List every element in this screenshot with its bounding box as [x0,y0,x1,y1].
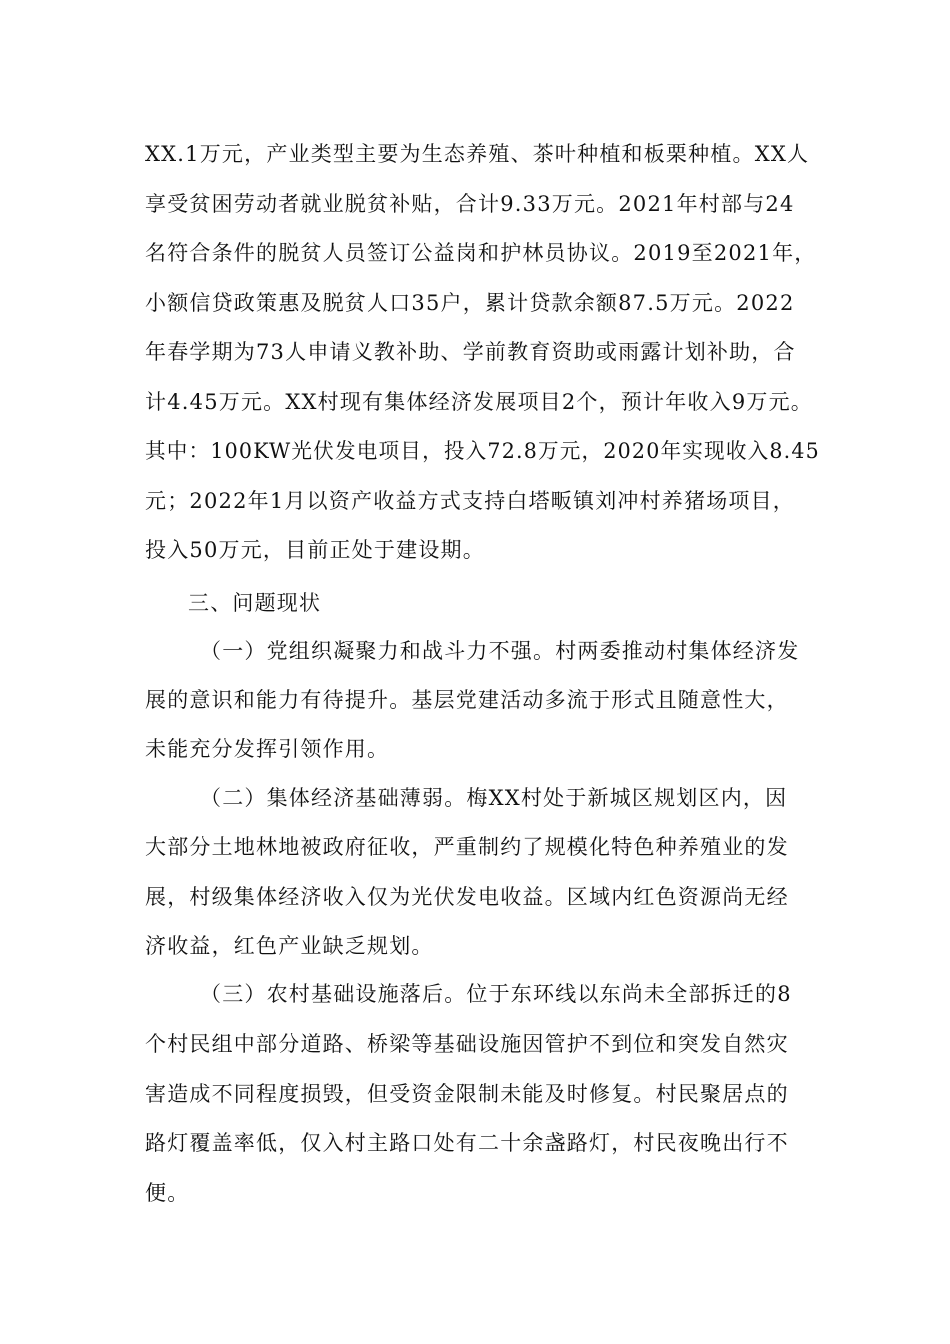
paragraph-1-line-8: 元；2022年1月以资产收益方式支持白塔畈镇刘冲村养猪场项目， [145,489,796,513]
paragraph-1-line-2: 享受贫困劳动者就业脱贫补贴，合计9.33万元。2021年村部与24 [145,192,795,216]
paragraph-4-line-2: 个村民组中部分道路、桥梁等基础设施因管护不到位和突发自然灾 [145,1032,789,1056]
paragraph-1-line-5: 年春学期为73人申请义教补助、学前教育资助或雨露计划补助，合 [145,340,796,364]
section-heading-3: 三、问题现状 [188,591,322,615]
paragraph-1-line-9: 投入50万元，目前正处于建设期。 [145,538,485,562]
paragraph-1-line-4: 小额信贷政策惠及脱贫人口35户，累计贷款余额87.5万元。2022 [145,291,795,315]
paragraph-3-line-2: 大部分土地林地被政府征收，严重制约了规模化特色种养殖业的发 [145,835,789,859]
paragraph-2-line-2: 展的意识和能力有待提升。基层党建活动多流于形式且随意性大， [145,688,789,712]
paragraph-2-line-3: 未能充分发挥引领作用。 [145,737,390,761]
paragraph-3-line-4: 济收益，红色产业缺乏规划。 [145,934,434,958]
paragraph-4-line-5: 便。 [145,1181,190,1205]
paragraph-1-line-3: 名符合条件的脱贫人员签订公益岗和护林员协议。2019至2021年， [145,241,817,265]
paragraph-4-line-1: （三）农村基础设施落后。位于东环线以东尚未全部拆迁的8 [200,982,792,1006]
paragraph-4-line-4: 路灯覆盖率低，仅入村主路口处有二十余盏路灯，村民夜晚出行不 [145,1131,789,1155]
paragraph-3-line-3: 展，村级集体经济收入仅为光伏发电收益。区域内红色资源尚无经 [145,885,789,909]
paragraph-1-line-6: 计4.45万元。XX村现有集体经济发展项目2个，预计年收入9万元。 [145,390,813,414]
paragraph-1-line-7: 其中：100KW光伏发电项目，投入72.8万元，2020年实现收入8.45 [145,439,820,463]
paragraph-3-line-1: （二）集体经济基础薄弱。梅XX村处于新城区规划区内，因 [200,786,788,810]
paragraph-1-line-1: XX.1万元，产业类型主要为生态养殖、茶叶种植和板栗种植。XX人 [145,142,810,166]
paragraph-2-line-1: （一）党组织凝聚力和战斗力不强。村两委推动村集体经济发 [200,639,800,663]
paragraph-4-line-3: 害造成不同程度损毁，但受资金限制未能及时修复。村民聚居点的 [145,1082,789,1106]
